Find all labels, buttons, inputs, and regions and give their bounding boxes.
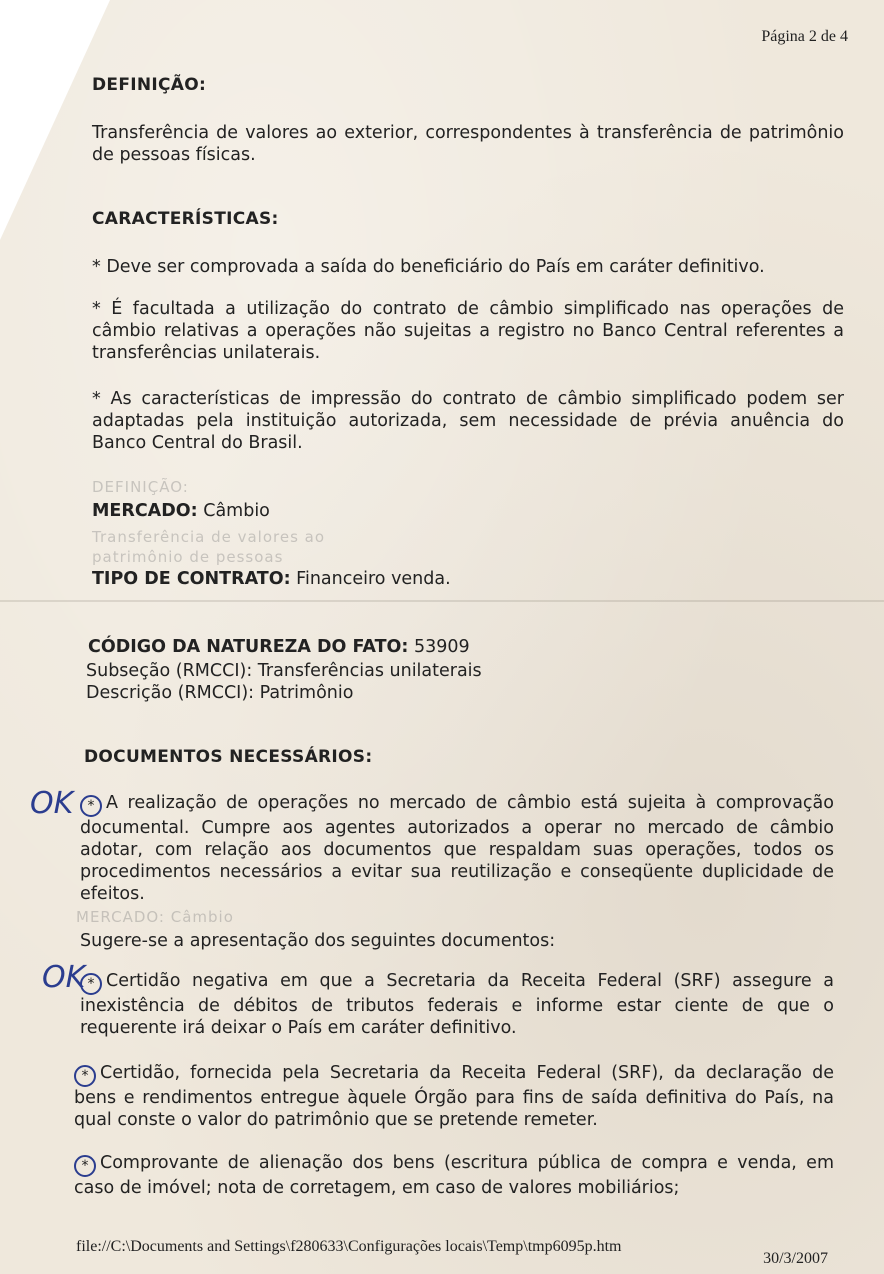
circled-star-icon: * bbox=[80, 795, 102, 817]
handwritten-ok-1: OK bbox=[30, 786, 74, 821]
natureza-descricao: Descrição (RMCCI): Patrimônio bbox=[86, 683, 354, 703]
documento-item-3 bbox=[74, 1152, 834, 1199]
definicao-text: Transferência de valores ao exterior, correspondentes à transferência de patrimônio de pessoas físicas. bbox=[92, 123, 844, 165]
footer-date: 30/3/2007 bbox=[763, 1250, 828, 1267]
page-number: Página 2 de 4 bbox=[761, 28, 848, 45]
mercado-line bbox=[92, 500, 844, 522]
documento-item-2 bbox=[74, 1062, 834, 1131]
tipo-contrato-value: Financeiro venda. bbox=[296, 569, 451, 589]
documento-item-1 bbox=[80, 970, 834, 1039]
circled-star-icon: * bbox=[74, 1065, 96, 1087]
caracteristica-item-2: * É facultada a utilização do contrato de câmbio simplificado nas operações de câmbio relativas a operações não sujeitas a registro no Banco Central referentes a transferências unilaterais. bbox=[92, 299, 844, 363]
definicao-heading: DEFINIÇÃO: bbox=[92, 75, 207, 95]
ghost-text-4: MERCADO: Câmbio bbox=[76, 908, 234, 926]
documento-item-3-text: Comprovante de alienação dos bens (escritura pública de compra e venda, em caso de imóvel; nota de corretagem, em caso de valores mobiliários; bbox=[74, 1153, 834, 1198]
documento-item-2-text: Certidão, fornecida pela Secretaria da Receita Federal (SRF), da declaração de bens e rendimentos entregue àquele Órgão para fins de saída definitiva do País, na qual conste o valor do patrimônio que se pretende remeter. bbox=[74, 1063, 834, 1130]
ghost-text-2: Transferência de valores ao bbox=[92, 528, 326, 546]
circled-star-icon: * bbox=[80, 973, 102, 995]
natureza-label: CÓDIGO DA NATUREZA DO FATO: bbox=[88, 637, 409, 657]
caracteristica-item-3: * As características de impressão do contrato de câmbio simplificado podem ser adaptadas pela instituição autorizada, sem necessidade de prévia anuência do Banco Central do Brasil. bbox=[92, 389, 844, 453]
paper-fold-line bbox=[0, 600, 884, 602]
circled-star-icon: * bbox=[74, 1155, 96, 1177]
footer-file-path: file://C:\Documents and Settings\f280633\Configurações locais\Temp\tmp6095p.htm bbox=[76, 1238, 622, 1255]
ghost-text-1: DEFINIÇÃO: bbox=[92, 478, 189, 496]
ghost-text-3: patrimônio de pessoas bbox=[92, 548, 284, 566]
natureza-subsecao: Subseção (RMCCI): Transferências unilaterais bbox=[86, 661, 482, 681]
documentos-sugere: Sugere-se a apresentação dos seguintes documentos: bbox=[80, 931, 556, 951]
mercado-label: MERCADO: bbox=[92, 501, 198, 521]
handwritten-ok-2: OK bbox=[42, 960, 86, 995]
caracteristicas-heading: CARACTERÍSTICAS: bbox=[92, 209, 279, 229]
tipo-contrato-line bbox=[92, 568, 844, 590]
documentos-heading: DOCUMENTOS NECESSÁRIOS: bbox=[84, 747, 373, 767]
natureza-value: 53909 bbox=[414, 637, 470, 657]
mercado-value: Câmbio bbox=[203, 501, 270, 521]
page-corner-cut bbox=[0, 0, 110, 240]
natureza-line bbox=[88, 636, 840, 658]
tipo-contrato-label: TIPO DE CONTRATO: bbox=[92, 569, 291, 589]
caracteristica-item-1: * Deve ser comprovada a saída do beneficiário do País em caráter definitivo. bbox=[92, 257, 765, 277]
documentos-intro bbox=[80, 792, 834, 905]
documento-item-1-text: Certidão negativa em que a Secretaria da Receita Federal (SRF) assegure a inexistência de débitos de tributos federais e informe estar ciente de que o requerente irá deixar o País em caráter definitivo. bbox=[80, 971, 834, 1038]
documentos-intro-text: A realização de operações no mercado de câmbio está sujeita à comprovação documental. Cumpre aos agentes autorizados a operar no mercado de câmbio adotar, com relação aos documentos que respaldam suas operações, todos os procedimentos necessários a evitar sua reutilização e conseqüente duplicidade de efeitos. bbox=[80, 793, 834, 904]
